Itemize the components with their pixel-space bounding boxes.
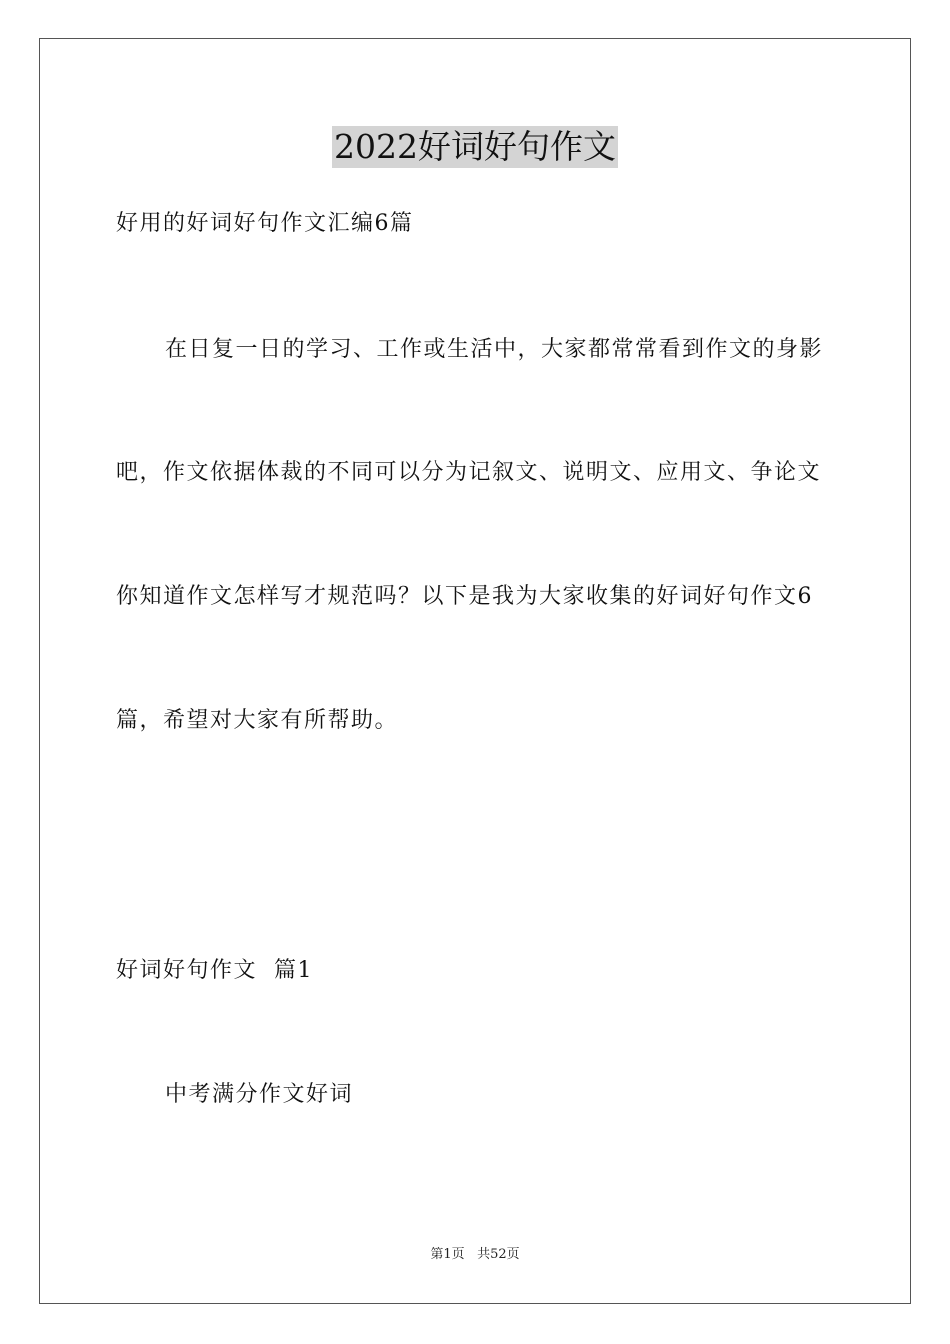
page-footer: [0, 1245, 950, 1265]
intro-line-4: 篇，希望对大家有所帮助。: [116, 708, 399, 733]
section-subheading: 中考满分作文好词: [165, 1082, 354, 1107]
section-heading: 好词好句作文 篇1: [116, 958, 313, 983]
page-total: 共52页: [477, 1247, 520, 1262]
title-container: [0, 126, 950, 168]
document-subtitle: 好用的好词好句作文汇编6篇: [116, 211, 414, 236]
intro-line-2: 吧，作文依据体裁的不同可以分为记叙文、说明文、应用文、争论文: [116, 460, 822, 485]
intro-line-1: 在日复一日的学习、工作或生活中，大家都常常看到作文的身影: [165, 337, 824, 362]
intro-line-3: 你知道作文怎样写才规范吗？以下是我为大家收集的好词好句作文6: [116, 584, 813, 609]
page-number: 第1页: [430, 1247, 465, 1262]
document-title: 2022好词好句作文: [334, 127, 616, 166]
